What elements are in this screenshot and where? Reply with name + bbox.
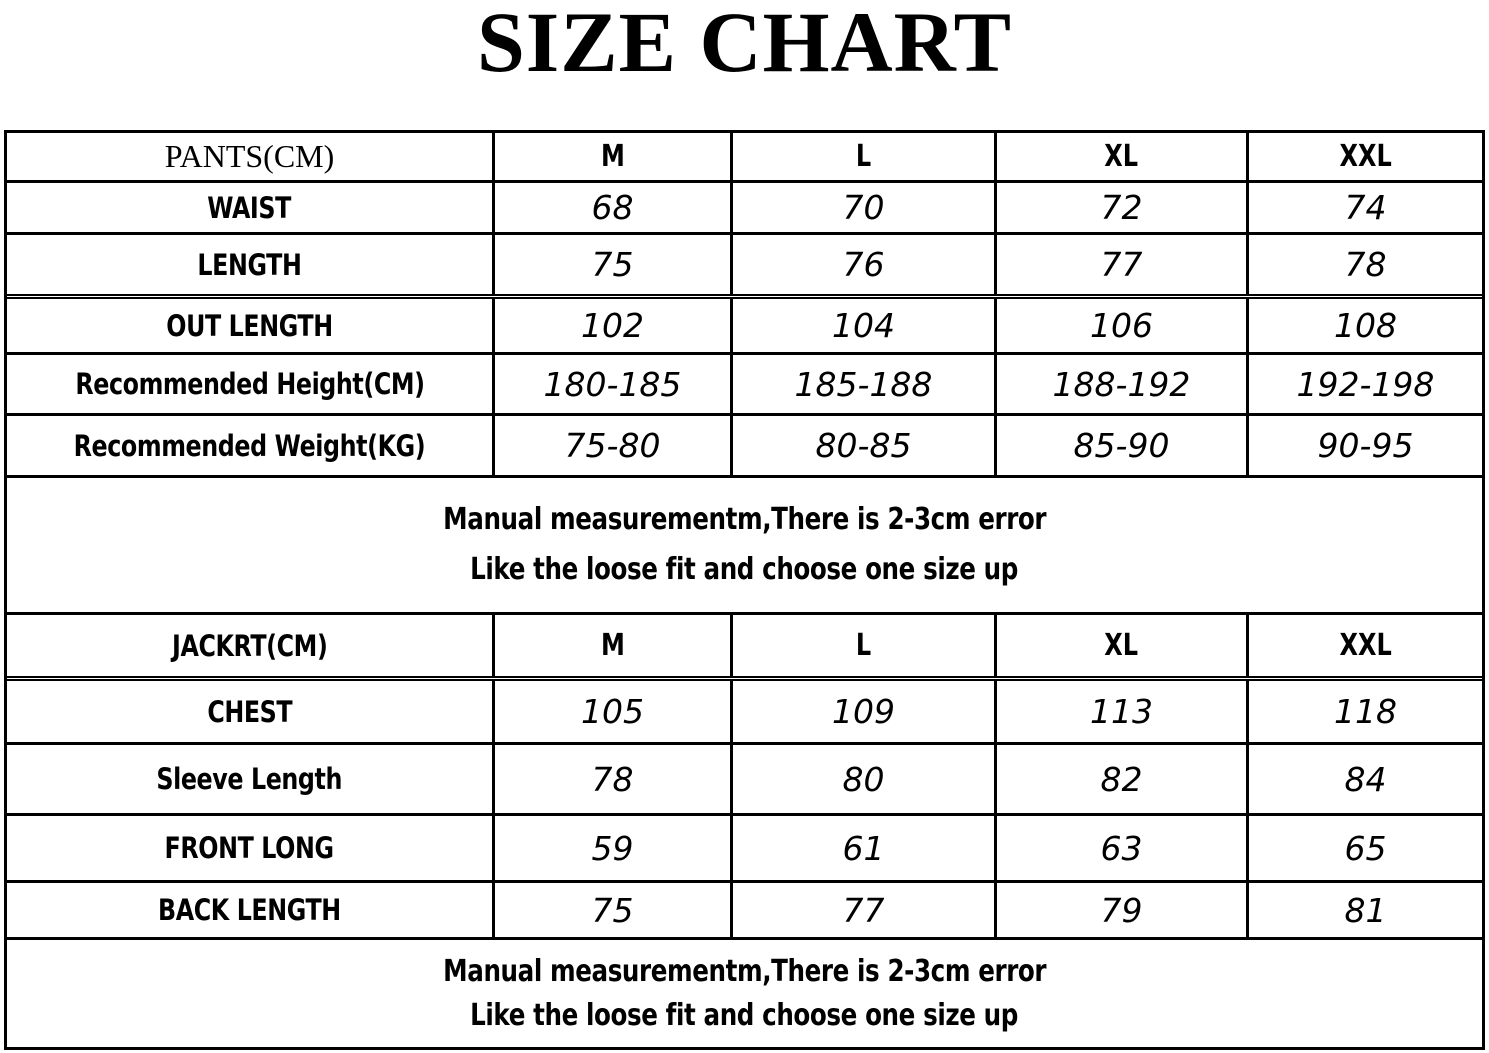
value-cell: 72 [997,183,1249,232]
value-cell: 192-198 [1296,364,1435,404]
value-cell: 78 [1344,245,1387,284]
table-row [7,183,1482,235]
value-cell: 76 [733,235,997,294]
table-row [7,745,1482,816]
value-cell: 188-192 [997,355,1249,413]
row-label: Recommended Height(CM) [74,367,425,401]
value-cell: 180-185 [495,355,733,413]
size-header-xl: XL [997,615,1249,676]
size-chart-table [4,130,1485,1050]
value-cell: 80 [733,745,997,813]
value-cell: 65 [1344,828,1387,868]
value-cell: 84 [1344,759,1387,799]
table-row [7,235,1482,299]
row-label-cell [7,816,495,880]
row-label: OUT LENGTH [166,308,333,343]
value-cell: 75 [495,883,733,937]
size-header-m: M [495,133,733,180]
value-cell: 108 [1334,306,1397,345]
value-cell: 77 [733,883,997,937]
value-cell: 63 [997,816,1249,880]
note-line-1: Manual measurementm,There is 2-3cm error [443,502,1046,537]
value-cell: 61 [733,816,997,880]
value-cell: 85-90 [997,416,1249,475]
row-label-cell [7,416,495,475]
size-header-xxl: XXL [1339,628,1392,663]
row-label: CHEST [207,694,292,729]
row-label: Sleeve Length [156,762,343,796]
row-label: FRONT LONG [164,831,335,865]
value-cell: 185-188 [733,355,997,413]
table-row [7,299,1482,355]
value-cell: 102 [495,299,733,352]
table-row [7,681,1482,745]
size-header-m: M [495,615,733,676]
table-row [7,883,1482,940]
value-cell: 75-80 [495,416,733,475]
size-header-xl: XL [997,133,1249,180]
value-cell: 106 [997,299,1249,352]
jacket-header-cell [7,615,495,676]
value-cell: 104 [733,299,997,352]
value-cell: 68 [495,183,733,232]
jacket-header-row [7,615,1482,681]
value-cell: 105 [495,681,733,742]
value-cell: 118 [1334,692,1397,731]
value-cell: 74 [1344,188,1387,227]
table-row [7,816,1482,883]
value-cell: 79 [997,883,1249,937]
value-cell: 59 [495,816,733,880]
row-label-cell [7,745,495,813]
jacket-note [7,940,1482,1047]
row-label-cell [7,883,495,937]
row-label-cell [7,299,495,352]
row-label-cell [7,355,495,413]
row-label: LENGTH [197,247,302,282]
pants-header-label: PANTS(CM) [164,138,335,174]
pants-note-row [7,478,1482,615]
value-cell: 113 [997,681,1249,742]
size-header-l: L [733,615,997,676]
pants-note [7,478,1482,612]
pants-header-cell [7,133,495,180]
row-label: WAIST [207,190,292,225]
note-line-2: Like the loose fit and choose one size up [470,552,1019,587]
row-label: BACK LENGTH [158,893,341,927]
row-label-cell [7,681,495,742]
row-label: Recommended Weight(KG) [73,428,426,463]
pants-header-row [7,133,1482,183]
page-title: SIZE CHART [476,0,1013,90]
value-cell: 75 [495,235,733,294]
size-header-xxl: XXL [1339,139,1392,174]
value-cell: 78 [495,745,733,813]
value-cell: 80-85 [733,416,997,475]
row-label-cell [7,183,495,232]
note-line-1: Manual measurementm,There is 2-3cm error [443,953,1046,989]
note-line-2: Like the loose fit and choose one size up [470,997,1019,1033]
row-label-cell [7,235,495,294]
jacket-header-label: JACKRT(CM) [171,628,328,663]
size-header-l: L [733,133,997,180]
value-cell: 70 [733,183,997,232]
value-cell: 81 [1344,890,1387,930]
table-row [7,416,1482,478]
value-cell: 109 [733,681,997,742]
value-cell: 77 [997,235,1249,294]
value-cell: 82 [997,745,1249,813]
jacket-note-row [7,940,1482,1047]
value-cell: 90-95 [1317,426,1414,465]
table-row [7,355,1482,416]
